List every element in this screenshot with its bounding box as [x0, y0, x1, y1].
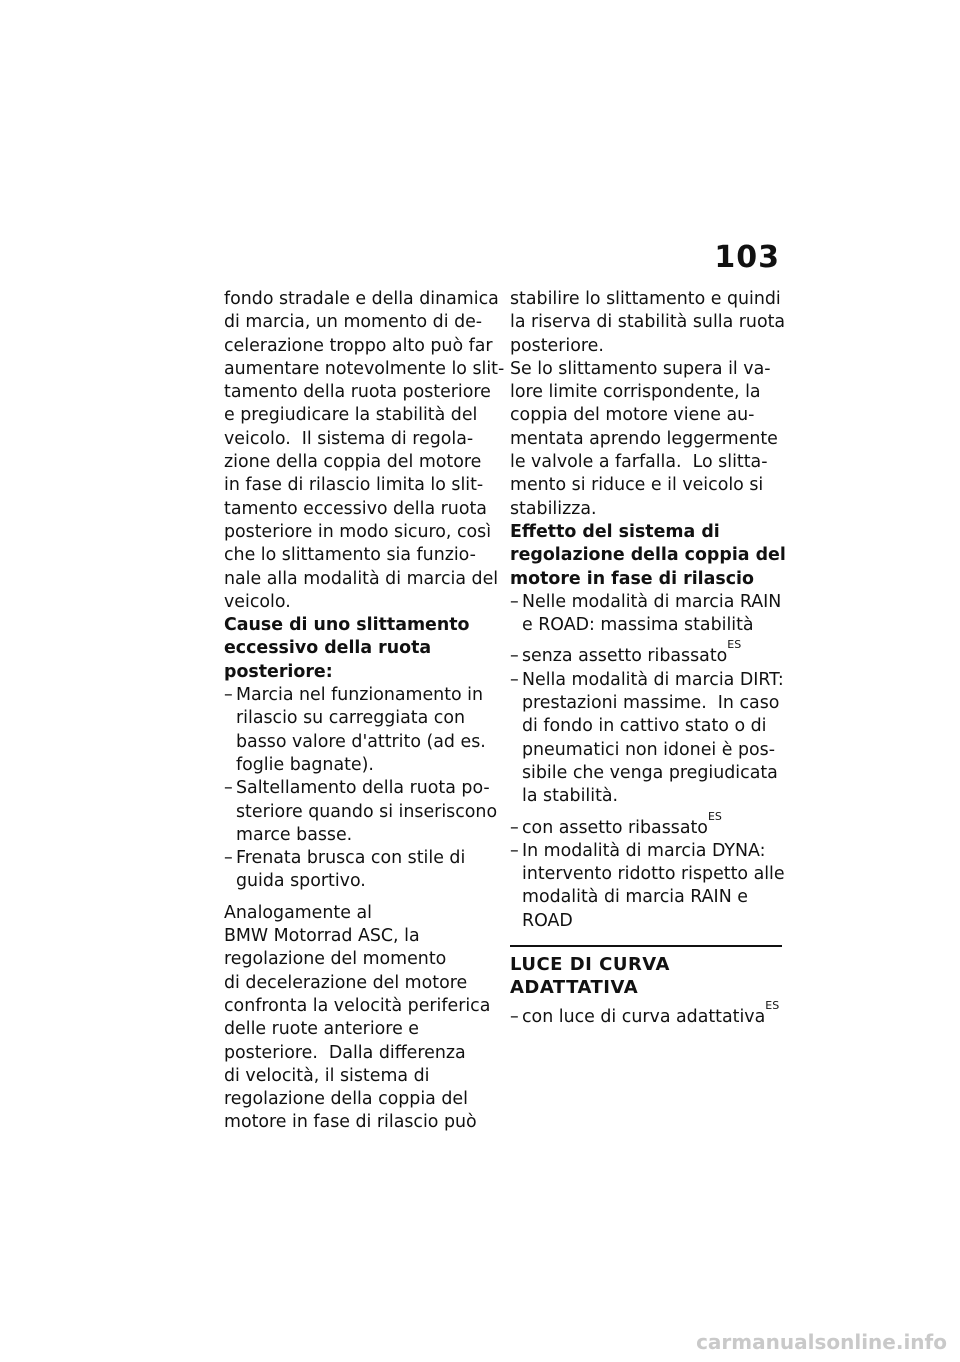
watermark: carmanualsonline.info [696, 1330, 947, 1354]
effect-heading: Effetto del sistema di regolazione della coppia del motore in fase di rilascio [510, 521, 786, 589]
es-badge: ES [707, 809, 722, 823]
list-item: – Saltellamento della ruota po- steriore quando si inseriscono marce basse. [224, 777, 492, 847]
section-title: LUCE DI CURVA ADATTATIVA [510, 954, 670, 999]
list-item: – Marcia nel funzionamento in rilascio su carreggiata con basso valore d'attrito (ad es. foglie bagnate). [224, 684, 492, 777]
dash-icon: – [224, 778, 233, 799]
section-divider [510, 945, 782, 1000]
list-item: – In modalità di marcia DYNA: intervento ridotto rispetto alle modalità di marcia RAIN e ROAD [510, 840, 782, 933]
dash-icon: – [510, 1006, 519, 1027]
dash-icon: – [510, 646, 519, 667]
intro-paragraph: fondo stradale e della dinamica di marcia, un momento di de- celerazione troppo alto può far aumentare notevolmente lo slit- tamento della ruota posteriore e pregiudicare la stabilità del veicolo. Il sistema di regola- zione della coppia del motore in fase di rilascio limita lo slit- tamento eccessivo della ruota posteriore in modo sicuro, così che lo slittamento sia funzio- nale alla modalità di marcia del veicolo. [224, 289, 505, 612]
dash-icon: – [510, 817, 519, 838]
dash-icon: – [510, 669, 519, 690]
list-item: – Nelle modalità di marcia RAIN e ROAD: massima stabilità [510, 591, 782, 638]
condition-line: – senza assetto ribassato ES [510, 645, 782, 668]
es-badge: ES [727, 638, 742, 652]
causes-list [224, 684, 498, 894]
condition-line: – con assetto ribassato ES [510, 817, 782, 840]
right-column [510, 288, 786, 1029]
dash-icon: – [510, 840, 519, 861]
left-column [224, 288, 505, 1135]
dash-icon: – [224, 685, 233, 706]
page-number: 103 [714, 240, 780, 275]
dash-icon: – [224, 848, 233, 869]
condition-line: – con luce di curva adattativa ES [510, 1006, 782, 1029]
dash-icon: – [510, 591, 519, 612]
slip-paragraph: stabilire lo slittamento e quindi la riserva di stabilità sulla ruota posteriore. Se lo slittamento supera il va- lore limite corrispondente, la coppia del motore viene au- mentata aprendo leggermente le valvole a farfalla. Lo slitta- mento si riduce e il veicolo si stabilizza. [510, 289, 786, 519]
es-badge: ES [765, 998, 780, 1012]
list-item: – Nella modalità di marcia DIRT: prestazioni massime. In caso di fondo in cattivo stato o di pneumatici non idonei è pos- sibile che venga pregiudicata la stabilità. [510, 669, 782, 809]
causes-heading: Cause di uno slittamento eccessivo della ruota posteriore: [224, 615, 470, 682]
asc-paragraph: Analogamente al BMW Motorrad ASC, la regolazione del momento di decelerazione del motore confronta la velocità periferica delle ruote anteriore e posteriore. Dalla differenza di velocità, il sistema di regolazione della coppia del motore in fase di rilascio può [224, 902, 491, 1133]
list-item: – Frenata brusca con stile di guida sportivo. [224, 847, 492, 894]
